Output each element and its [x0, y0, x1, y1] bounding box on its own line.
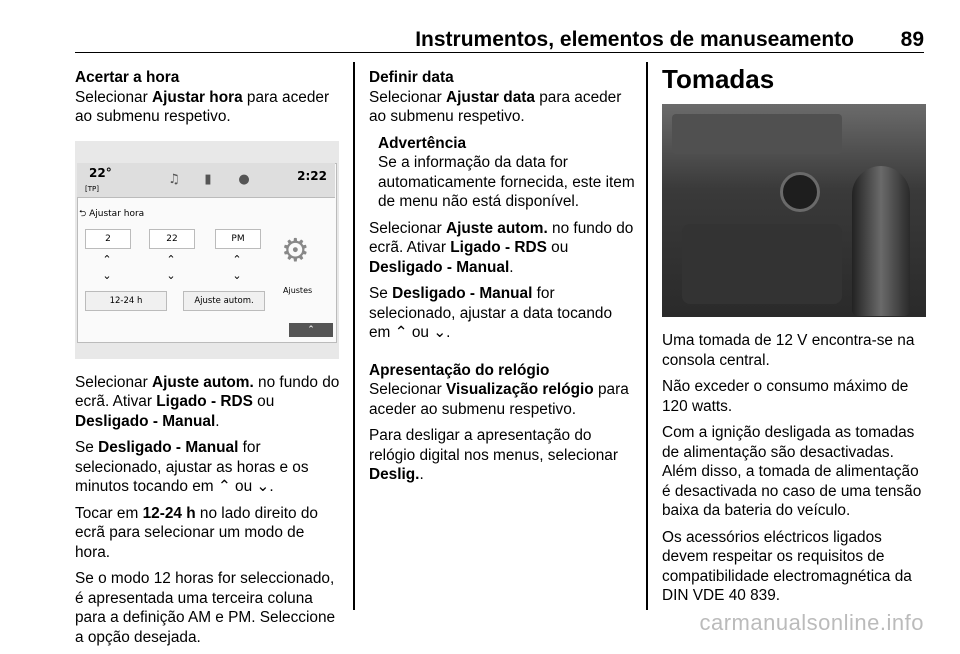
paragraph: Selecionar Ajuste autom. no fundo do ecrã. Ativar Ligado - RDS ou Desligado - Manual.	[75, 373, 340, 430]
power-socket-icon	[780, 172, 820, 212]
section-heading: Apresentação do relógio	[369, 361, 550, 379]
page-title: Instrumentos, elementos de manuseamento	[415, 28, 854, 51]
chevron-down-icon: ⌄	[232, 268, 242, 282]
globe-icon: ●	[238, 171, 250, 187]
infotainment-screen-image	[75, 141, 339, 359]
paragraph: Se Desligado - Manual for selecionado, ajustar as horas e os minutos tocando em ⌃ ou ⌄.	[75, 439, 309, 495]
page-header	[75, 28, 924, 53]
back-row: ⮌ Ajustar hora	[79, 208, 145, 219]
paragraph: Para desligar a apresentação do relógio digital nos menus, selecionar Deslig..	[369, 427, 618, 483]
warning-text: Se a informação da data for automaticamente fornecida, este item de menu não está disponível.	[378, 154, 635, 210]
page-number: 89	[900, 28, 924, 51]
music-icon: ♫	[168, 171, 180, 187]
paragraph: Se Desligado - Manual for selecionado, ajustar a data tocando em ⌃ ou ⌄.	[369, 285, 613, 341]
paragraph: Se o modo 12 horas for seleccionado, é apresentada uma terceira coluna para a definição AM e PM. Seleccione a opção desejada.	[75, 570, 336, 646]
phone-icon: ▮	[204, 171, 212, 187]
paragraph: Com a ignição desligada as tomadas de alimentação são desactivadas. Além disso, a tomada de alimentação é desactivada no caso de uma tensão baixa da bateria do veículo.	[662, 424, 922, 519]
paragraph: Selecionar Ajustar data para aceder ao submenu respetivo.	[369, 88, 622, 125]
minute-value: 22	[149, 229, 195, 249]
temperature: 22°	[89, 165, 112, 180]
paragraph: Uma tomada de 12 V encontra-se na consola central.	[662, 332, 915, 369]
back-icon: ⮌	[79, 208, 87, 219]
section-heading: Definir data	[369, 69, 454, 86]
gear-shifter	[852, 166, 910, 316]
watermark: carmanualsonline.info	[699, 610, 924, 635]
chevron-down-icon: ⌄	[166, 268, 176, 282]
chevron-down-icon: ⌄	[102, 268, 112, 282]
paragraph: Os acessórios eléctricos ligados devem respeitar os requisitos de compatibilidade electromagnética da DIN VDE 40 839.	[662, 528, 912, 604]
column-1	[75, 68, 341, 654]
column-2	[369, 68, 635, 492]
mode-12-24-button: 12-24 h	[85, 291, 167, 311]
paragraph: Tocar em 12-24 h no lado direito do ecrã para selecionar um modo de hora.	[75, 504, 318, 561]
screen-topbar	[77, 163, 335, 198]
column-3	[662, 64, 926, 613]
hour-value: 2	[85, 229, 131, 249]
paragraph: Não exceder o consumo máximo de 120 watts.	[662, 378, 909, 415]
collapse-button: ⌃	[289, 323, 333, 337]
chevron-up-icon: ⌃	[102, 252, 112, 266]
warning-title: Advertência	[378, 134, 467, 152]
gear-icon: ⚙	[281, 230, 310, 269]
column-divider	[353, 62, 355, 610]
clock: 2:22	[297, 168, 327, 183]
auto-set-button: Ajuste autom.	[183, 291, 265, 311]
section-heading: Acertar a hora	[75, 69, 180, 86]
tp-indicator: [TP]	[85, 184, 99, 193]
warning-box	[369, 134, 635, 212]
power-outlet-photo	[662, 104, 926, 317]
paragraph: Selecionar Ajustar hora para aceder ao submenu respetivo.	[75, 88, 330, 125]
section-title: Tomadas	[662, 64, 775, 94]
paragraph: Selecionar Visualização relógio para aceder ao submenu respetivo.	[369, 381, 629, 418]
settings-label: Ajustes	[283, 285, 313, 295]
ampm-value: PM	[215, 229, 261, 249]
column-divider	[646, 62, 648, 610]
chevron-up-icon: ⌃	[232, 252, 242, 266]
chevron-up-icon: ⌃	[166, 252, 176, 266]
paragraph: Selecionar Ajuste autom. no fundo do ecrã. Ativar Ligado - RDS ou Desligado - Manual.	[369, 219, 634, 276]
